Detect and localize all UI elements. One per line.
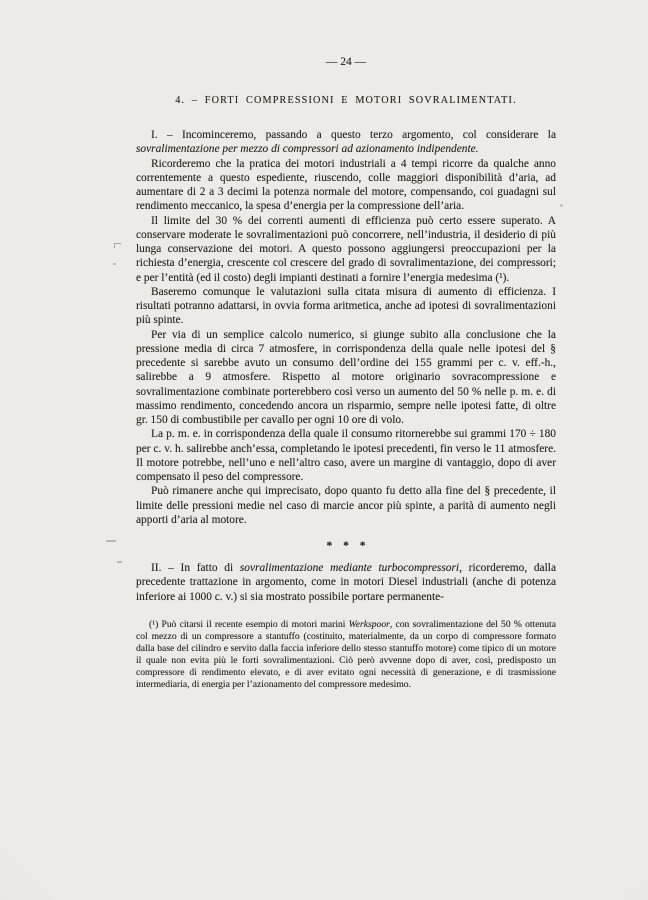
paragraph-2: Ricorderemo che la pratica dei motori industriali a 4 tempi ricorre da qualche anno correntemente a questo espediente, riuscendo, colle maggiori disponibilità d’aria, ad aumentare di 2 a 3 decimi la potenza normale del motore, compensando, coi guadagni sul rendimento meccanico, la spesa d’energia per la compressione dell’aria.: [136, 157, 556, 213]
scan-artifact: [117, 561, 122, 563]
italic-phrase: Werkspoor: [348, 618, 390, 630]
italic-phrase: sovralimentazione per mezzo di compressori ad azionamento indipendente.: [136, 143, 479, 156]
italic-phrase: sovralimentazione mediante turbocompressori: [239, 562, 460, 574]
scan-artifact: [106, 540, 116, 542]
paragraph-5: Per via di un semplice calcolo numerico, si giunge subito alla conclusione che la pressione media di circa 7 atmosfere, in corrispondenza della quale nelle ipotesi del § precedente si sarebbe avuto un consumo dell’ordine dei 155 grammi per c. v. eff.-h., salirebbe a 9 atmosfere. Rispetto al motore originario sovracompressione e sovralimentazione combinate porterebbero così verso un aumento del 50 % nelle p. m. e. di massimo rendimento, concedendo ancora un risparmio, sempre nelle ipotesi fatte, di oltre gr. 150 di combustibile per cavallo per ogni 10 ore di volo.: [136, 328, 556, 426]
paragraph-7: Può rimanere anche qui imprecisato, dopo quanto fu detto alla fine del § precedente, il limite delle pressioni medie nel caso di marcie ancor più spinte, a parità di aumento negli apporti d’aria al motore.: [136, 485, 556, 526]
section-heading: 4. – FORTI COMPRESSIONI E MOTORI SOVRALIMENTATI.: [175, 95, 517, 106]
paragraph-8: [136, 561, 556, 604]
scan-artifact: [114, 243, 121, 248]
paragraph-text: II. – In fatto di: [151, 562, 240, 574]
paragraph-6: La p. m. e. in corrispondenza della quale il consumo ritornerebbe sui grammi 170 ÷ 180 per c. v. h. salirebbe anch’essa, completando le ipotesi precedenti, fin verso le 11 atmosfere. Il motore potrebbe, nell’uno e nell’altro caso, avere un margine di vantaggio, dopo di aver compensato il peso del compressore.: [136, 428, 556, 483]
footnote: [136, 619, 556, 692]
paragraph-4: Baseremo comunque le valutazioni sulla citata misura di aumento di efficienza. I risultati potranno adattarsi, in ovvia forma aritmetica, anche ad ipotesi di sovralimentazioni più spinte.: [136, 285, 556, 327]
scan-artifact: [113, 263, 116, 265]
section-separator: * * *: [326, 540, 370, 552]
page-number: — 24 —: [325, 56, 367, 68]
paragraph-text: , ricorderemo, dalla precedente trattazione in argomento, come in motori Diesel industriali (anche di potenza inferiore ai 1000 c. v.) si sia mostrato possibile portare permanente-: [136, 562, 556, 603]
paragraph-1: [136, 128, 556, 157]
footnote-text: (¹) Può citarsi il recente esempio di motori marini: [149, 618, 349, 630]
paragraph-text: I. – Incominceremo, passando a questo terzo argomento, col considerare la: [151, 129, 556, 141]
paragraph-3: Il limite del 30 % dei correnti aumenti di efficienza può certo essere superato. A conservare moderate le sovralimentazioni può concorrere, nell’industria, il desiderio di più lunga conservazione dei motori. A questo possono aggiungersi preoccupazioni per la richiesta d’energia, crescente col crescere del grado di sovralimentazione, dei compressori; e per l’entità (ed il costo) degli impianti destinati a fornire l’energia medesima (¹).: [136, 214, 556, 284]
footnote-text: , con sovralimentazione del 50 % ottenuta col mezzo di un compressore a stantuffo (costituito, materialmente, da un corpo di compressore formato dalla base del cilindro e servito dalla faccia inferiore dello stesso stantuffo motore) come tipico di un motore il quale non evita più le forti sovralimentazioni. Ciò però avvenne dopo di aver, così, predisposto un compressore di rendimento elevato, e di aver evitato ogni necessità di generazione, e di trasmissione intermediaria, di energia per l’azionamento del compressore medesimo.: [136, 618, 556, 691]
page-content: [136, 56, 556, 691]
scan-artifact: [560, 204, 563, 207]
